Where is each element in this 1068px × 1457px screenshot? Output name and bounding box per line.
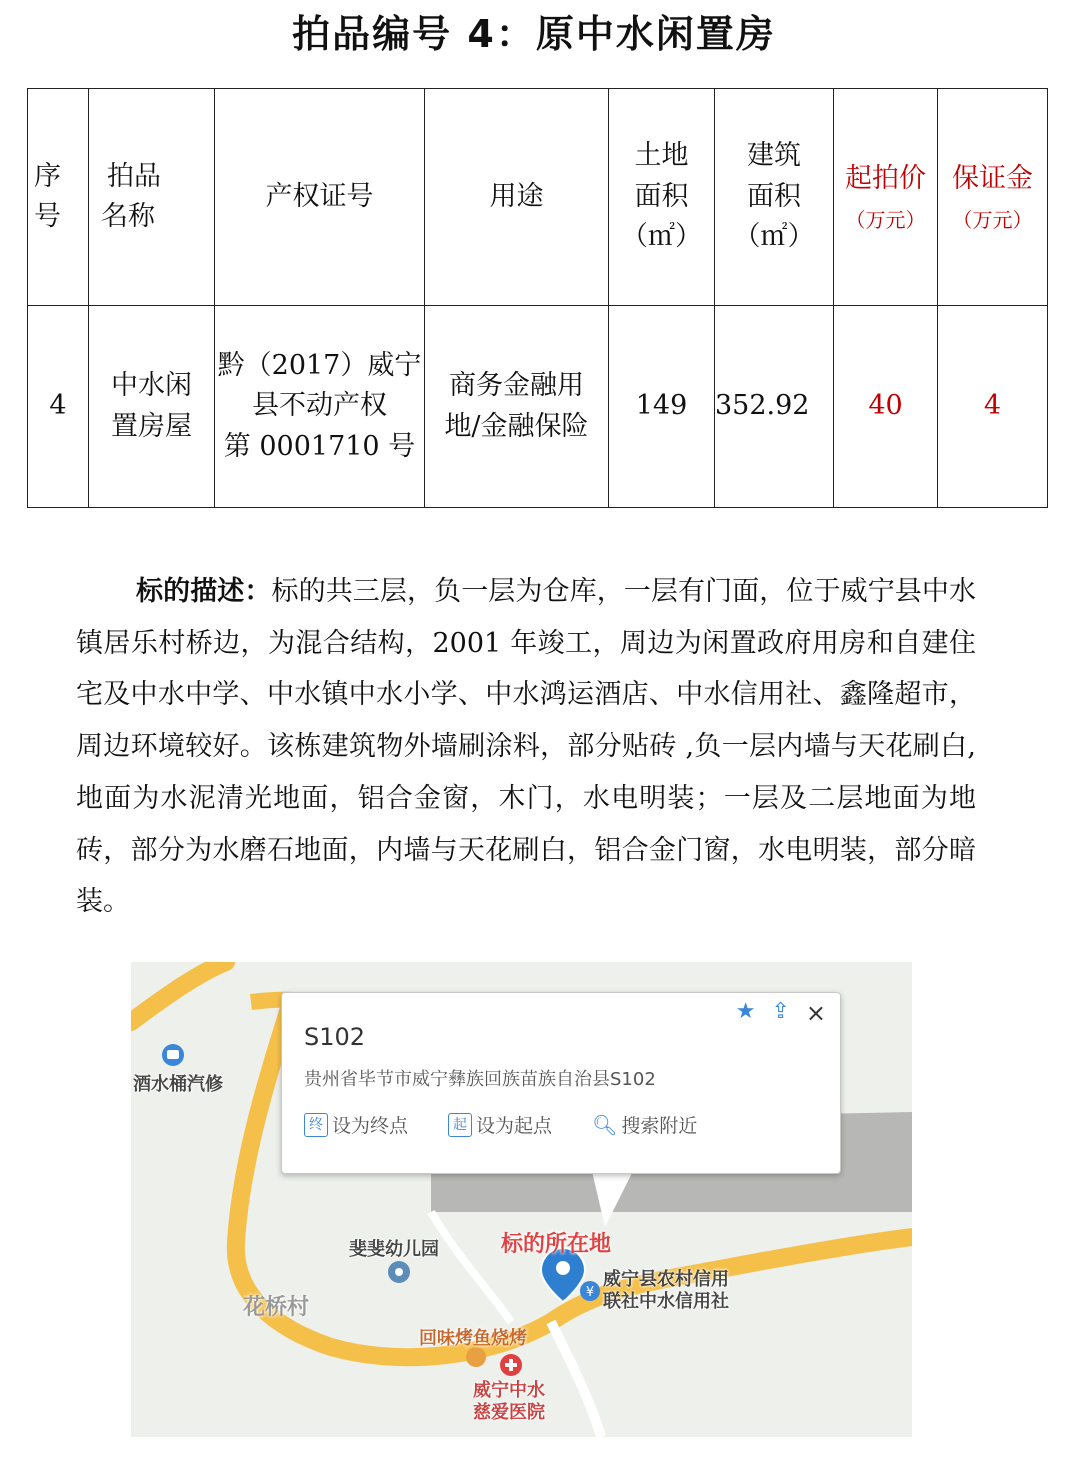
map-label-hospital xyxy=(473,1380,545,1424)
cell-cert xyxy=(215,306,425,508)
header-use: 用途 xyxy=(425,89,609,306)
header-deposit-unit: （万元） xyxy=(952,208,1033,233)
cell-seq: 4 xyxy=(28,306,89,508)
header-seq-line1: 序 xyxy=(34,160,61,192)
popup-toolbar xyxy=(736,999,826,1027)
map-label-repair: 酒水桶汽修 xyxy=(133,1074,223,1095)
header-land-area xyxy=(609,89,715,306)
bus-icon xyxy=(162,1044,184,1066)
description-text: 标的共三层，负一层为仓库，一层有门面，位于威宁县中水镇居乐村桥边，为混合结构，2001 年竣工，周边为闲置政府用房和自建住宅及中水中学、中水镇中水小学、中水鸿运酒店、中水信用社、鑫隆超市，周边环境较好。该栋建筑物外墙刷涂料，部分贴砖 ,负一层内墙与天花刷白,地面为水泥清光地面，铝合金窗，木门，水电明装；一层及二层地面为地砖，部分为水磨石地面，内墙与天花刷白，铝合金门窗，水电明装，部分暗装。 xyxy=(76,576,976,918)
header-name xyxy=(89,89,215,306)
search-nearby-button[interactable] xyxy=(592,1111,697,1138)
header-price-label: 起拍价 xyxy=(845,162,926,194)
cell-cert-line2: 县不动产权 xyxy=(252,390,387,422)
cell-use xyxy=(425,306,609,508)
header-build-line3: （㎡） xyxy=(733,221,815,253)
header-price-unit: （万元） xyxy=(845,208,926,233)
location-map[interactable] xyxy=(131,962,912,1437)
cell-name xyxy=(89,306,215,508)
map-label-target: 标的所在地 xyxy=(501,1232,612,1257)
cell-use-line2: 地/金融保险 xyxy=(444,410,589,442)
hospital-line1: 威宁中水 xyxy=(473,1380,545,1401)
destination-badge-icon: 终 xyxy=(304,1113,328,1137)
cell-land-area: 149 xyxy=(609,306,715,508)
share-icon[interactable]: ⇪ xyxy=(771,999,790,1024)
auction-lot-table xyxy=(27,88,1048,508)
bank-icon xyxy=(580,1281,600,1301)
origin-badge-icon: 起 xyxy=(448,1113,472,1137)
search-nearby-label: 搜索附近 xyxy=(621,1115,698,1137)
popup-tail xyxy=(591,1167,635,1227)
hospital-line2: 慈爱医院 xyxy=(473,1402,545,1423)
header-seq xyxy=(28,89,89,306)
header-build-line1: 建筑 xyxy=(747,140,801,172)
cell-cert-line3: 第 0001710 号 xyxy=(223,430,416,462)
restaurant-icon xyxy=(466,1347,486,1367)
header-build-line2: 面积 xyxy=(747,180,801,212)
cell-name-line1: 中水闲 xyxy=(111,370,192,401)
search-icon: 🔍︎ xyxy=(592,1112,618,1137)
map-label-bbq: 回味烤鱼烧烤 xyxy=(419,1328,527,1349)
cell-cert-line1: 黔（2017）威宁 xyxy=(217,349,422,381)
set-origin-label: 设为起点 xyxy=(476,1115,553,1137)
header-land-line2: 面积 xyxy=(634,180,689,212)
set-destination-label: 设为终点 xyxy=(332,1115,409,1137)
header-deposit xyxy=(938,89,1048,306)
popup-address: 贵州省毕节市威宁彝族回族苗族自治县S102 xyxy=(304,1069,656,1090)
star-icon[interactable]: ★ xyxy=(735,999,756,1024)
poi-marker-icon xyxy=(388,1261,410,1283)
table-row xyxy=(28,306,1048,508)
cell-deposit: 4 xyxy=(938,306,1048,508)
header-name-line1: 拍品 xyxy=(107,160,161,192)
lot-description xyxy=(76,566,976,928)
cell-name-line2: 置房屋 xyxy=(111,410,192,442)
set-origin-button[interactable] xyxy=(448,1111,552,1138)
table-header-row xyxy=(28,89,1048,306)
set-destination-button[interactable] xyxy=(304,1111,408,1138)
header-seq-line2: 号 xyxy=(34,201,61,232)
map-label-kindergarten: 斐斐幼儿园 xyxy=(349,1239,439,1260)
header-start-price xyxy=(834,89,938,306)
header-deposit-label: 保证金 xyxy=(952,162,1033,194)
popup-title: S102 xyxy=(304,1023,366,1051)
hospital-icon xyxy=(500,1354,522,1376)
close-icon[interactable]: × xyxy=(805,999,826,1027)
credit-union-line2: 联社中水信用社 xyxy=(603,1291,729,1312)
page-title: 拍品编号 4：原中水闲置房 xyxy=(292,12,776,56)
svg-text:¥: ¥ xyxy=(585,1285,595,1300)
cell-use-line1: 商务金融用 xyxy=(449,370,584,401)
map-label-village: 花桥村 xyxy=(243,1295,310,1320)
cell-build-area: 352.92 xyxy=(715,306,834,508)
credit-union-line1: 威宁县农村信用 xyxy=(603,1269,729,1290)
header-name-line2: 名称 xyxy=(101,201,155,232)
header-cert: 产权证号 xyxy=(215,89,425,306)
map-info-popup xyxy=(281,992,841,1174)
header-land-line3: （㎡） xyxy=(621,221,702,253)
header-build-area xyxy=(715,89,834,306)
description-label: 标的描述： xyxy=(136,576,272,607)
popup-actions xyxy=(304,1111,697,1138)
map-label-credit-union xyxy=(603,1269,729,1313)
cell-start-price: 40 xyxy=(834,306,938,508)
header-land-line1: 土地 xyxy=(634,140,689,172)
